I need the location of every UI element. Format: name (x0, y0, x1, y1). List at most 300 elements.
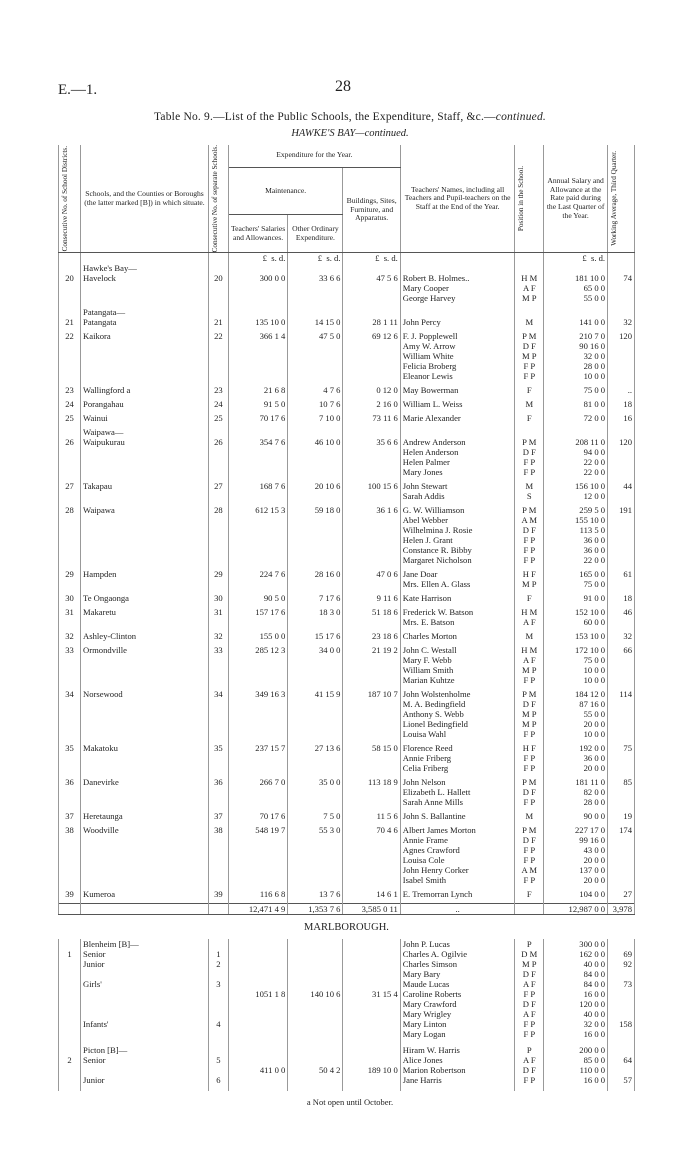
teacher-name: Annie Friberg (402, 753, 452, 764)
annual-salary: 87 16 0 (579, 699, 606, 710)
teacher-name: Hiram W. Harris (402, 1045, 460, 1056)
teacher-name: Mary Crawford (402, 999, 457, 1010)
position: S (526, 491, 532, 502)
position: M P (522, 579, 537, 590)
attendance: 85 (623, 777, 632, 788)
position: H M (521, 645, 538, 656)
position: A F (522, 617, 536, 628)
position: P (526, 1045, 532, 1056)
position: A F (522, 979, 536, 990)
school-number (211, 969, 226, 979)
annual-salary: 152 10 0 (575, 607, 606, 618)
salaries-value: 266 7 0 (259, 777, 286, 788)
district-number: 1 (67, 949, 72, 960)
annual-salary: 184 12 0 (575, 689, 606, 700)
teacher-name: Louisa Wahl (402, 729, 447, 740)
other-value: 27 13 6 (314, 743, 341, 754)
district-number: 37 (65, 811, 74, 822)
position: F (526, 385, 532, 396)
teacher-name: Constance R. Bibby (402, 545, 472, 556)
district-number: 20 (65, 273, 74, 284)
district-number: 32 (65, 631, 74, 642)
position: F P (523, 555, 536, 566)
annual-salary: 43 0 0 (583, 845, 606, 856)
annual-salary: 20 0 0 (583, 763, 606, 774)
teacher-name: Agnes Crawford (402, 845, 460, 856)
attendance: 16 (623, 413, 632, 424)
salaries-value: 237 15 7 (255, 743, 286, 754)
position: D F (522, 699, 536, 710)
other-value: 47 5 0 (318, 331, 341, 342)
annual-salary: 32 0 0 (583, 351, 606, 362)
buildings-value: 47 0 6 (376, 569, 398, 580)
position: F P (523, 797, 536, 808)
teacher-name: Marian Kuhtze (402, 675, 455, 686)
annual-salary: 300 0 0 (579, 939, 606, 950)
school-name: Senior (83, 949, 106, 960)
attendance: 19 (623, 811, 632, 822)
salaries-value: 411 0 0 (259, 1065, 286, 1076)
salaries-value: 135 10 0 (255, 317, 286, 328)
annual-salary: 192 0 0 (579, 743, 606, 754)
other-value: 59 18 0 (314, 505, 341, 516)
annual-salary: 12 0 0 (583, 491, 606, 502)
school-name: Danevirke (83, 777, 119, 788)
school-row (59, 777, 635, 807)
position: F P (523, 989, 536, 1000)
teacher-name: Mrs. E. Batson (402, 617, 455, 628)
annual-salary: 28 0 0 (583, 361, 606, 372)
position: D F (522, 999, 536, 1010)
position: F P (523, 753, 536, 764)
header-attendance: Working Average, Third Quarter. (610, 151, 619, 247)
school-name: Girls' (83, 979, 102, 990)
school-number: 30 (214, 593, 223, 604)
position: F P (523, 457, 536, 468)
teacher-name: F. J. Popplewell (402, 331, 458, 342)
salaries-value: 90 5 0 (263, 593, 286, 604)
school-name: Woodville (83, 825, 119, 836)
school-row (59, 307, 635, 327)
teacher-name: Maude Lucas (402, 979, 450, 990)
salaries-value: 285 12 3 (255, 645, 286, 656)
school-number: 37 (214, 811, 223, 822)
position: M (525, 811, 534, 822)
attendance: 114 (619, 689, 632, 700)
annual-salary: 72 0 0 (583, 413, 606, 424)
district-number: 23 (65, 385, 74, 396)
teacher-name: Mary Linton (402, 1019, 447, 1030)
teacher-name: Mary F. Webb (402, 655, 452, 666)
annual-salary: 141 0 0 (579, 317, 606, 328)
teacher-name: Charles A. Ogilvie (402, 949, 468, 960)
teacher-name: Annie Frame (402, 835, 448, 846)
school-number: 39 (214, 889, 223, 900)
teacher-name: John Nelson (402, 777, 446, 788)
annual-salary: 81 0 0 (583, 399, 606, 410)
total-names: .. (400, 904, 515, 915)
district-number: 31 (65, 607, 74, 618)
other-value: 50 4 2 (318, 1065, 341, 1076)
teacher-name: Florence Reed (402, 743, 453, 754)
school-name: Patangata— (83, 307, 126, 318)
school-number: 38 (214, 825, 223, 836)
district-number: 39 (65, 889, 74, 900)
teacher-name: John Wolstenholme (402, 689, 471, 700)
annual-salary: 20 0 0 (583, 875, 606, 886)
school-row (59, 825, 635, 885)
buildings-value: 36 1 6 (376, 505, 398, 516)
teacher-name: M. A. Bedingfield (402, 699, 466, 710)
attendance: 69 (623, 949, 632, 960)
position: M (525, 631, 534, 642)
annual-salary: 200 0 0 (579, 1045, 606, 1056)
school-row (59, 1045, 635, 1085)
buildings-value: 58 15 0 (372, 743, 398, 754)
position: M (525, 399, 534, 410)
teacher-name: Albert James Morton (402, 825, 476, 836)
attendance: 73 (623, 979, 632, 990)
teacher-name: Mary Jones (402, 467, 443, 478)
school-number (211, 989, 226, 999)
annual-salary: 104 0 0 (579, 889, 606, 900)
annual-salary: 227 17 0 (575, 825, 606, 836)
annual-salary: 36 0 0 (583, 535, 606, 546)
school-name: Hawke's Bay— (83, 263, 137, 274)
annual-salary: 99 16 0 (579, 835, 606, 846)
school-row (59, 939, 635, 1039)
position: M P (522, 351, 537, 362)
school-number: 34 (214, 689, 223, 700)
other-value: 14 15 0 (314, 317, 341, 328)
teacher-name: Charles Morton (402, 631, 457, 642)
school-number (211, 1045, 226, 1055)
school-number: 32 (214, 631, 223, 642)
school-name: Hampden (83, 569, 117, 580)
position: F P (523, 875, 536, 886)
school-number (211, 939, 226, 949)
annual-salary: 20 0 0 (583, 855, 606, 866)
teacher-name: Celia Friberg (402, 763, 449, 774)
other-value: 7 17 6 (318, 593, 341, 604)
position: D M (521, 949, 538, 960)
buildings-value: 113 18 9 (368, 777, 398, 788)
attendance: .. (627, 385, 632, 396)
buildings-value: 23 18 6 (372, 631, 398, 642)
school-name (83, 969, 206, 979)
annual-salary: 181 10 0 (575, 273, 606, 284)
school-name: Wallingford a (83, 385, 131, 396)
position: F P (523, 729, 536, 740)
school-number: 22 (214, 331, 223, 342)
other-value: 33 6 6 (318, 273, 341, 284)
teacher-name: Frederick W. Batson (402, 607, 474, 618)
header-other: Other Ordinary Expenditure. (288, 215, 343, 253)
other-value: 140 10 6 (310, 989, 341, 1000)
position: H F (522, 569, 536, 580)
total-attendance: 3,978 (608, 904, 635, 915)
position: M P (522, 665, 537, 676)
annual-salary: 137 0 0 (579, 865, 606, 876)
position: M P (522, 719, 537, 730)
school-name: Waipukurau (83, 437, 125, 448)
district-number: 30 (65, 593, 74, 604)
salaries-value: 548 19 7 (255, 825, 286, 836)
school-name: Kumeroa (83, 889, 116, 900)
school-number: 2 (216, 959, 221, 970)
buildings-value: 31 15 4 (372, 989, 398, 1000)
other-value: 35 0 0 (318, 777, 341, 788)
caption-text: Table No. 9.—List of the Public Schools, the Expenditure, Staff, &c.— (154, 111, 496, 123)
position: P M (522, 825, 537, 836)
buildings-value: 47 5 6 (376, 273, 398, 284)
attendance: 57 (623, 1075, 632, 1086)
header-maintenance: Maintenance. (228, 167, 343, 215)
teacher-name: Jane Harris (402, 1075, 442, 1086)
buildings-value: 35 6 6 (376, 437, 398, 448)
teacher-name: John Percy (402, 317, 441, 328)
salaries-value: 612 15 3 (255, 505, 286, 516)
buildings-value: 51 18 6 (372, 607, 398, 618)
teacher-name: Andrew Anderson (402, 437, 466, 448)
hawkes-bay-total (59, 904, 635, 940)
school-name: Junior (83, 1075, 105, 1086)
attendance: 46 (623, 607, 632, 618)
buildings-value: 11 5 6 (376, 811, 398, 822)
buildings-value: 21 19 2 (372, 645, 398, 656)
position: P (526, 939, 532, 950)
header-district: Consecutive No. of School Districts. (61, 145, 69, 252)
annual-salary: 40 0 0 (583, 959, 606, 970)
teacher-name: Eleanor Lewis (402, 371, 453, 382)
position: M (525, 317, 534, 328)
district-number: 33 (65, 645, 74, 656)
position: F P (523, 545, 536, 556)
header-names: Teachers' Names, including all Teachers and Pupil-teachers on the Staff at the End of the Year. (400, 145, 515, 253)
salaries-value: 91 5 0 (263, 399, 286, 410)
teacher-name: Isabel Smith (402, 875, 447, 886)
annual-salary: 10 0 0 (583, 729, 606, 740)
position: D F (522, 525, 536, 536)
salaries-value: 70 17 6 (259, 413, 286, 424)
attendance: 18 (623, 399, 632, 410)
annual-salary: 113 5 0 (579, 525, 606, 536)
other-value: 4 7 6 (323, 385, 341, 396)
teacher-name: Alice Jones (402, 1055, 443, 1066)
annual-salary: 91 0 0 (583, 593, 606, 604)
school-number: 6 (216, 1075, 221, 1086)
other-value: 20 10 6 (314, 481, 341, 492)
salaries-value: 224 7 6 (259, 569, 286, 580)
teacher-name: Helen Palmer (402, 457, 450, 468)
school-row (59, 631, 635, 641)
position: D F (522, 969, 536, 980)
district-number: 28 (65, 505, 74, 516)
salaries-value: 1051 1 8 (255, 989, 286, 1000)
attendance: 174 (619, 825, 632, 836)
currency-units: £ s. d. (544, 253, 608, 264)
other-value: 7 10 0 (318, 413, 341, 424)
position: M P (522, 293, 537, 304)
position: H M (521, 273, 538, 284)
caption-continued: continued. (495, 111, 546, 123)
position: A F (522, 283, 536, 294)
annual-salary: 22 0 0 (583, 555, 606, 566)
annual-salary: 40 0 0 (583, 1009, 606, 1020)
school-number: 5 (216, 1055, 221, 1066)
other-value: 10 7 6 (318, 399, 341, 410)
school-name: Norsewood (83, 689, 123, 700)
buildings-value: 70 4 6 (376, 825, 398, 836)
attendance: 75 (623, 743, 632, 754)
teacher-name: Jane Doar (402, 569, 438, 580)
buildings-value: 0 12 0 (376, 385, 398, 396)
page-number: 28 (335, 78, 351, 95)
position: F P (523, 467, 536, 478)
position: F P (523, 361, 536, 372)
school-name: Heretaunga (83, 811, 123, 822)
position: F P (523, 845, 536, 856)
teacher-name: May Bowerman (402, 385, 459, 396)
position: A F (522, 655, 536, 666)
buildings-value: 73 11 6 (372, 413, 398, 424)
position: M P (522, 709, 537, 720)
district-number: 38 (65, 825, 74, 836)
other-value: 46 10 0 (314, 437, 341, 448)
position: D F (522, 787, 536, 798)
school-number: 33 (214, 645, 223, 656)
region-marlborough: MARLBOROUGH. (304, 922, 389, 934)
position: P M (522, 777, 537, 788)
salaries-value: 70 17 6 (259, 811, 286, 822)
attendance: 18 (623, 593, 632, 604)
school-name: Ashley-Clinton (83, 631, 137, 642)
position: H F (522, 743, 536, 754)
school-number: 36 (214, 777, 223, 788)
table-caption (0, 111, 700, 123)
district-number: 35 (65, 743, 74, 754)
teacher-name: Abel Webber (402, 515, 449, 526)
position: F P (523, 1029, 536, 1040)
annual-salary: 172 10 0 (575, 645, 606, 656)
buildings-value: 28 1 11 (372, 317, 398, 328)
teacher-name: John S. Ballantine (402, 811, 466, 822)
school-number: 21 (214, 317, 223, 328)
school-name: Porangahau (83, 399, 124, 410)
salaries-value: 116 6 8 (259, 889, 286, 900)
annual-salary: 32 0 0 (583, 1019, 606, 1030)
annual-salary: 110 0 0 (579, 1065, 606, 1076)
school-number: 23 (214, 385, 223, 396)
district-number: 27 (65, 481, 74, 492)
position: F (526, 889, 532, 900)
other-value: 15 17 6 (314, 631, 341, 642)
position: F P (523, 1075, 536, 1086)
school-row (59, 505, 635, 565)
school-row (59, 263, 635, 303)
position: A M (521, 515, 538, 526)
school-number: 3 (216, 979, 221, 990)
attendance: 191 (619, 505, 632, 516)
teacher-name: Sarah Anne Mills (402, 797, 463, 808)
school-name: Picton [B]— (83, 1045, 128, 1056)
attendance: 92 (623, 959, 632, 970)
currency-units: £ s. d. (288, 253, 343, 264)
teacher-name: William White (402, 351, 454, 362)
district-number: 22 (65, 331, 74, 342)
teacher-name: Wilhelmina J. Rosie (402, 525, 473, 536)
position: D F (522, 1065, 536, 1076)
position: F (526, 593, 532, 604)
buildings-value: 9 11 6 (376, 593, 398, 604)
teacher-name: Helen Anderson (402, 447, 459, 458)
total-other: 1,353 7 6 (288, 904, 343, 915)
teacher-name: Lionel Bedingfield (402, 719, 468, 730)
annual-salary: 10 0 0 (583, 675, 606, 686)
position: F P (523, 1019, 536, 1030)
annual-salary: 90 16 0 (579, 341, 606, 352)
school-row (59, 413, 635, 423)
school-number: 25 (214, 413, 223, 424)
teacher-name: Charles Simson (402, 959, 457, 970)
teacher-name: E. Tremorran Lynch (402, 889, 473, 900)
header-school-no: Consecutive No. of separate Schools. (210, 145, 219, 253)
teacher-name: Mary Wrigley (402, 1009, 452, 1020)
annual-salary: 28 0 0 (583, 797, 606, 808)
position: F P (523, 855, 536, 866)
salaries-value: 300 0 0 (259, 273, 286, 284)
annual-salary: 65 0 0 (583, 283, 606, 294)
annual-salary: 10 0 0 (583, 665, 606, 676)
annual-salary: 75 0 0 (583, 655, 606, 666)
position: F P (523, 371, 536, 382)
school-number: 28 (214, 505, 223, 516)
attendance: 158 (619, 1019, 632, 1030)
school-name: Makatoku (83, 743, 118, 754)
buildings-value: 100 15 6 (367, 481, 398, 492)
header-teachers-salaries: Teachers' Salaries and Allowances. (228, 215, 288, 253)
teacher-name: Amy W. Arrow (402, 341, 456, 352)
district-number: 2 (67, 1055, 72, 1066)
school-row (59, 889, 635, 899)
position: D F (522, 447, 536, 458)
school-name: Havelock (83, 273, 116, 284)
position: D F (522, 341, 536, 352)
teacher-name: George Harvey (402, 293, 456, 304)
school-row (59, 399, 635, 409)
position: P M (522, 689, 537, 700)
annual-salary: 210 7 0 (579, 331, 606, 342)
attendance: 66 (623, 645, 632, 656)
position: M P (522, 959, 537, 970)
attendance: 44 (623, 481, 632, 492)
buildings-value: 187 10 7 (367, 689, 398, 700)
school-name (83, 1065, 206, 1075)
teacher-name: Robert B. Holmes.. (402, 273, 470, 284)
school-row (59, 427, 635, 477)
annual-salary: 16 0 0 (583, 1075, 606, 1086)
district-number: 26 (65, 437, 74, 448)
teacher-name: Elizabeth L. Hallett (402, 787, 471, 798)
school-row (59, 481, 635, 501)
teacher-name: John Stewart (402, 481, 448, 492)
school-number: 26 (214, 437, 223, 448)
school-name: Senior (83, 1055, 106, 1066)
position: A F (522, 1009, 536, 1020)
annual-salary: 20 0 0 (583, 719, 606, 730)
salaries-value: 168 7 6 (259, 481, 286, 492)
school-number: 4 (216, 1019, 221, 1030)
